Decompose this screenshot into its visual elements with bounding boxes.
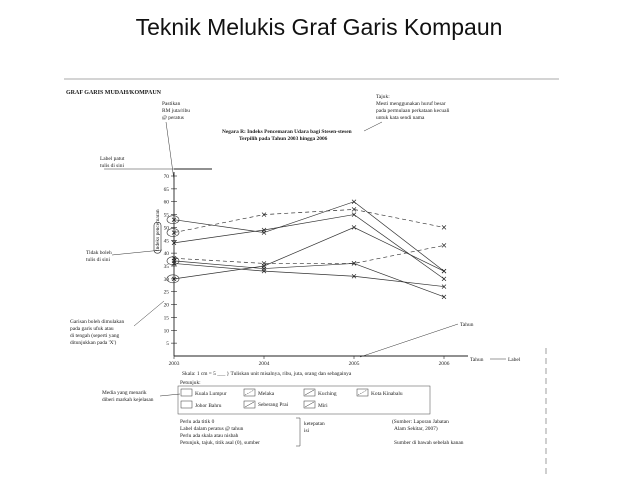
svg-text:Label dalam peratus @ tahun: Label dalam peratus @ tahun xyxy=(180,426,244,432)
data-point xyxy=(442,295,446,299)
svg-text:(Sumber: Laporan Jabatan: (Sumber: Laporan Jabatan xyxy=(392,419,449,425)
source-note xyxy=(392,418,464,446)
y-tick-label: 5 xyxy=(166,341,169,348)
plot-area xyxy=(154,172,468,367)
data-point xyxy=(442,225,446,229)
legend-item-johor-bahru xyxy=(181,401,222,409)
svg-text:untuk kata sendi nama: untuk kata sendi nama xyxy=(376,115,425,121)
grid-note xyxy=(70,301,164,346)
scanned-figure xyxy=(64,76,559,474)
y-tick-label: 55 xyxy=(163,212,169,219)
svg-text:Sumber di bawah sebelah kanan: Sumber di bawah sebelah kanan xyxy=(394,440,464,446)
legend-item-melaka xyxy=(244,389,275,397)
svg-text:pada garis ufuk atau: pada garis ufuk atau xyxy=(70,326,114,332)
start-value-circle xyxy=(167,216,179,224)
media-note xyxy=(102,390,180,403)
series-line xyxy=(174,227,444,278)
legend-item-seberang-prai xyxy=(244,401,289,408)
y-tick-label: 10 xyxy=(163,328,169,335)
data-point xyxy=(352,200,356,204)
slide-title: Teknik Melukis Graf Garis Kompaun xyxy=(135,14,503,40)
x-tick-label: 2003 xyxy=(168,361,180,367)
y-tick-label: 35 xyxy=(163,264,169,270)
y-tick-label: 40 xyxy=(163,251,169,258)
x-tick-label: 2006 xyxy=(438,361,450,367)
svg-text:Perlu ada skala atau nisbah: Perlu ada skala atau nisbah xyxy=(180,433,239,439)
data-point xyxy=(352,225,356,229)
svg-text:Miri: Miri xyxy=(318,403,328,409)
svg-text:Media yang menarik: Media yang menarik xyxy=(102,390,147,396)
svg-text:di tengah (seperti yang: di tengah (seperti yang xyxy=(70,333,120,339)
x-tick-label: 2005 xyxy=(348,361,360,367)
svg-text:ketepatan: ketepatan xyxy=(304,421,325,427)
y-tick-label: 25 xyxy=(163,289,169,296)
svg-text:Label patut: Label patut xyxy=(100,156,125,162)
svg-text:Kuala Lumpur: Kuala Lumpur xyxy=(195,391,227,397)
svg-text:isi: isi xyxy=(304,428,310,434)
svg-text:RM juta/ribu: RM juta/ribu xyxy=(162,108,191,114)
y-tick-label: 30 xyxy=(163,276,169,283)
svg-text:Mesti menggunakan huruf besar: Mesti menggunakan huruf besar xyxy=(376,101,446,107)
svg-text:pada permulaan perkataan kecua: pada permulaan perkataan kecuali xyxy=(376,108,450,114)
legend-title: Petunjuk: xyxy=(180,380,201,386)
data-point xyxy=(442,243,446,247)
x-axis-title: Tahun xyxy=(470,357,484,363)
requirement-notes xyxy=(180,418,325,446)
y-tick-label: 70 xyxy=(163,174,169,180)
svg-text:Johor Bahru: Johor Bahru xyxy=(195,403,222,409)
svg-text:Kuching: Kuching xyxy=(318,391,337,397)
svg-text:Pastikan: Pastikan xyxy=(162,101,181,107)
title-note xyxy=(364,94,450,131)
legend xyxy=(178,380,430,414)
scan-header: GRAF GARIS MUDAH/KOMPAUN xyxy=(66,90,161,96)
svg-text:Kota Kinabalu: Kota Kinabalu xyxy=(371,391,403,397)
svg-text:Tahun: Tahun xyxy=(460,322,474,328)
svg-text:ditunjukkan pada 'X'): ditunjukkan pada 'X') xyxy=(70,340,117,346)
y-axis-title: Indeks pencemaran xyxy=(155,209,161,252)
y-tick-label: 60 xyxy=(163,199,169,206)
series-line xyxy=(174,263,444,286)
svg-text:Tidak boleh: Tidak boleh xyxy=(86,250,112,256)
svg-text:Seberang Prai: Seberang Prai xyxy=(258,402,289,408)
series-line xyxy=(174,261,444,297)
y-tick-label: 65 xyxy=(163,186,169,193)
series-line xyxy=(174,209,444,232)
svg-text:@ peratus: @ peratus xyxy=(162,115,184,121)
y-tick-label: 15 xyxy=(163,315,169,322)
svg-text:Perlu ada titik 0: Perlu ada titik 0 xyxy=(180,419,215,425)
svg-text:tulis di sini: tulis di sini xyxy=(86,257,110,263)
svg-text:Garisan boleh dimulakan: Garisan boleh dimulakan xyxy=(70,319,125,325)
svg-text:Alam Sekitar, 2007): Alam Sekitar, 2007) xyxy=(394,426,438,432)
x-axis-label-word: Label xyxy=(508,357,521,363)
svg-text:Negara R: Indeks Pencemaran Ud: Negara R: Indeks Pencemaran Udara bagi Stesen-stesen xyxy=(222,129,352,135)
svg-text:diberi markah kejelasan: diberi markah kejelasan xyxy=(102,397,154,403)
svg-text:Tajuk:: Tajuk: xyxy=(376,94,390,100)
x-tick-label: 2004 xyxy=(258,361,270,367)
svg-text:Melaka: Melaka xyxy=(258,391,275,397)
svg-text:Petunjuk, tajuk, titik asal (0: Petunjuk, tajuk, titik asal (0), sumber xyxy=(180,440,260,446)
data-point xyxy=(442,277,446,281)
year-note xyxy=(360,322,474,357)
legend-item-kuching xyxy=(304,389,337,397)
y-tick-label: 45 xyxy=(163,238,169,245)
y-tick-label: 20 xyxy=(163,302,169,309)
legend-item-kota-kinabalu xyxy=(357,389,403,397)
svg-text:Terpilih pada Tahun 2003 hingg: Terpilih pada Tahun 2003 hingga 2006 xyxy=(239,136,328,142)
legend-item-kuala-lumpur xyxy=(181,389,227,397)
legend-item-miri xyxy=(304,401,328,409)
series-line xyxy=(174,245,444,263)
no-write-note xyxy=(86,250,162,263)
y-tick-label: 50 xyxy=(163,225,169,232)
svg-text:tulis di sini: tulis di sini xyxy=(100,163,124,169)
scale-note: Skala: 1 cm = 5 ___ } Tuliskan unit misalnya, ribu, juta, orang dan sebagainya xyxy=(182,371,352,377)
unit-note xyxy=(162,101,190,180)
chart-title xyxy=(222,129,352,142)
label-note xyxy=(100,156,212,169)
start-value-circle xyxy=(167,229,179,237)
data-point xyxy=(442,269,446,273)
